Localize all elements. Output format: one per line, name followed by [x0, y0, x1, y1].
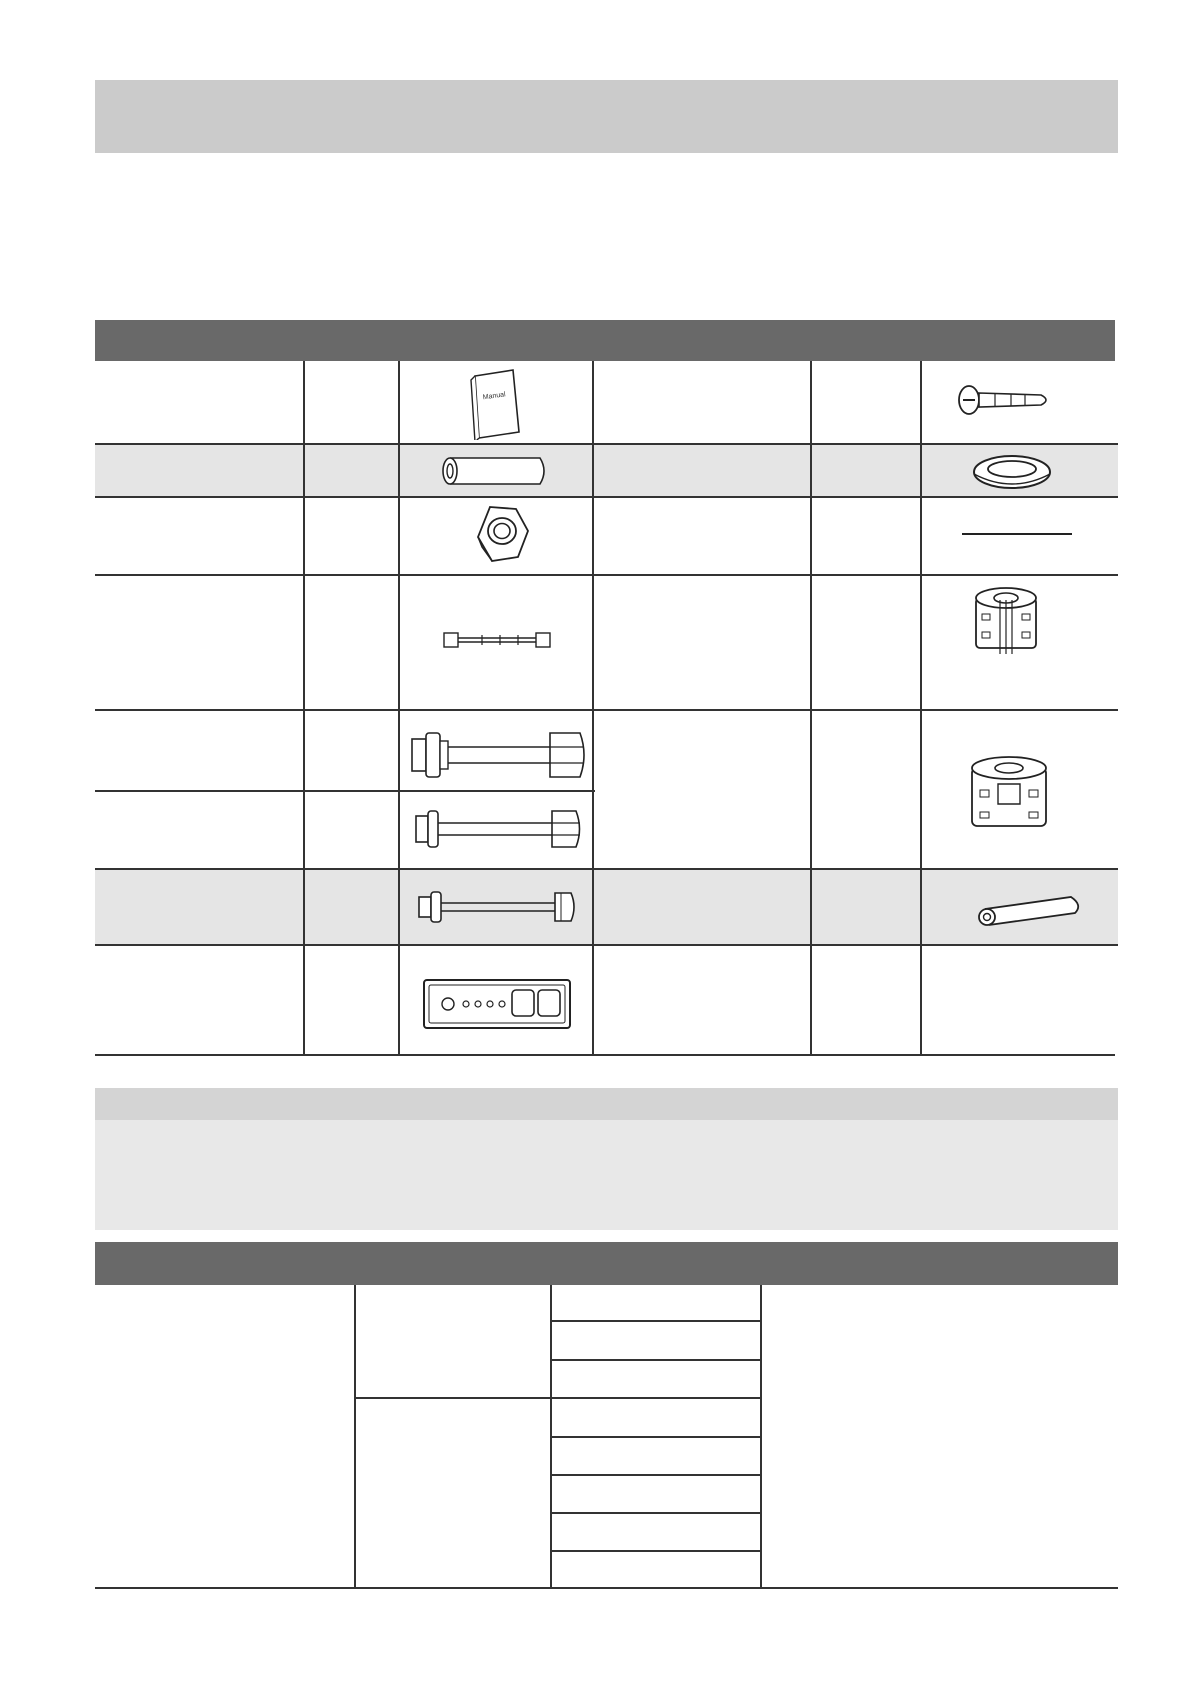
- table-rule: [550, 1320, 761, 1322]
- table-column-rule: [354, 1285, 356, 1587]
- manual-booklet-icon: [465, 368, 525, 440]
- accessories-row-shade-2: [95, 445, 1118, 497]
- small-magnetic-ring-icon: [970, 584, 1042, 656]
- table-rule: [95, 944, 1118, 946]
- large-magnetic-ring-icon: [966, 752, 1052, 832]
- table-column-rule: [592, 361, 594, 1055]
- accessories-table-header: [95, 320, 1115, 361]
- cable-line-icon: [962, 530, 1072, 538]
- accessories-row-shade-7: [95, 868, 1118, 944]
- table-rule: [95, 709, 1118, 711]
- table-rule: [95, 790, 595, 792]
- table-rule: [95, 574, 1118, 576]
- table-rule: [95, 496, 1118, 498]
- manual-cover-label: Manual: [482, 391, 507, 402]
- table-rule: [95, 868, 1118, 870]
- note-body: [95, 1120, 1118, 1230]
- insulation-tube-icon: [440, 455, 550, 487]
- large-pipe-connector-icon: [410, 727, 590, 783]
- screw-with-anchor-icon: [955, 383, 1055, 417]
- table-rule: [354, 1397, 761, 1399]
- note-header: [95, 1088, 1118, 1120]
- drain-sleeve-icon: [975, 893, 1085, 929]
- table-rule: [550, 1436, 761, 1438]
- table-rule: [550, 1474, 761, 1476]
- short-pipe-connector-icon: [415, 888, 580, 926]
- medium-pipe-connector-icon: [412, 806, 587, 852]
- table-rule: [550, 1512, 761, 1514]
- second-table-header: [95, 1242, 1118, 1285]
- small-pipe-connector-icon: [442, 628, 552, 652]
- table-column-rule: [920, 361, 922, 1055]
- table-column-rule: [810, 361, 812, 1055]
- table-rule: [550, 1359, 761, 1361]
- table-column-rule: [303, 361, 305, 1055]
- seal-ring-icon: [970, 452, 1054, 492]
- flare-nut-icon: [472, 503, 532, 565]
- wired-controller-icon: [422, 978, 572, 1030]
- table-rule: [95, 1587, 1118, 1589]
- table-rule: [550, 1550, 761, 1552]
- page-title-band: [95, 80, 1118, 153]
- table-rule: [95, 1054, 1115, 1056]
- table-rule: [95, 443, 1118, 445]
- table-column-rule: [398, 361, 400, 1055]
